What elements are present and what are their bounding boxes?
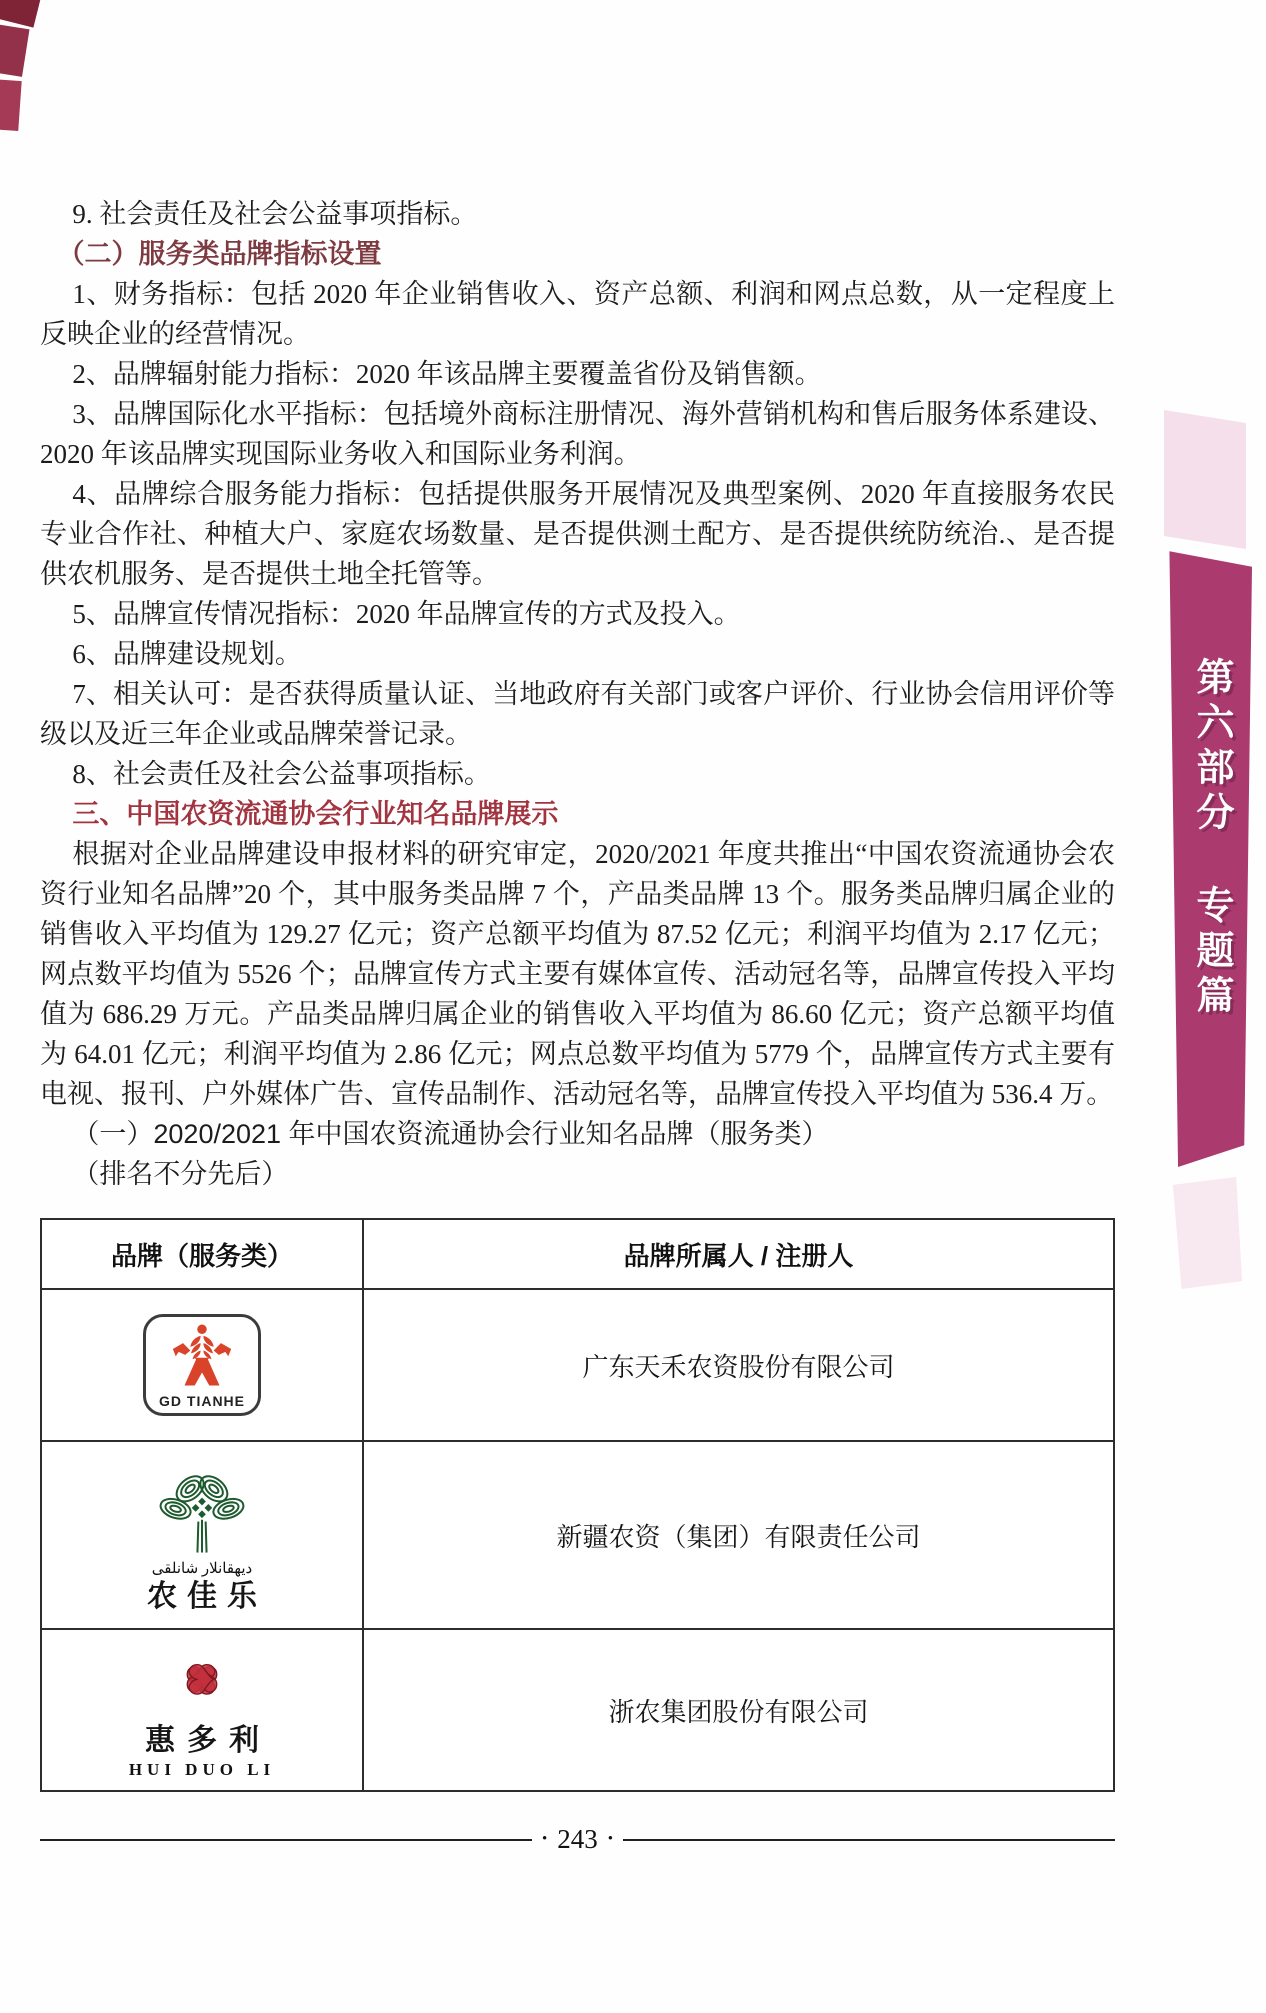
footer-rule-right <box>623 1839 1115 1841</box>
nongjiale-wordmark: 农佳乐 <box>147 1580 267 1613</box>
section-heading-2: （二）服务类品牌指标设置 <box>57 239 382 269</box>
page-footer <box>40 1824 1115 1855</box>
indicator-item-3: 3、品牌国际化水平指标：包括境外商标注册情况、海外营销机构和售后服务体系建设、2020 年该品牌实现国际业务收入和国际业务利润。 <box>40 399 1115 469</box>
tianhe-wordmark: GD TIANHE <box>159 1393 245 1409</box>
chapter-part-label: 第六部分 <box>1190 657 1232 837</box>
brand-table <box>40 1218 1115 1792</box>
indicator-item-6: 6、品牌建设规划。 <box>72 639 302 669</box>
subsection-heading-1: （一）2020/2021 年中国农资流通协会行业知名品牌（服务类） <box>72 1119 829 1149</box>
gd-tianhe-logo-icon <box>143 1314 261 1416</box>
indicator-item-8: 8、社会责任及社会公益事项指标。 <box>72 759 491 789</box>
footer-rule-left <box>40 1839 532 1841</box>
huiduoli-wordmark: 惠多利 <box>145 1724 271 1757</box>
footer-bullet-left: • <box>541 1831 548 1847</box>
section-heading-3: 三、中国农资流通协会行业知名品牌展示 <box>72 799 559 829</box>
owner-name: 新疆农资（集团）有限责任公司 <box>363 1441 1114 1629</box>
indicator-item-1: 1、财务指标：包括 2020 年企业销售收入、资产总额、利润和网点总数，从一定程度上反映企业的经营情况。 <box>40 279 1115 349</box>
list-item-9: 9. 社会责任及社会公益事项指标。 <box>72 199 478 229</box>
ranking-note: （排名不分先后） <box>72 1159 289 1189</box>
huiduoli-latin-wordmark: HUI DUO LI <box>128 1760 276 1779</box>
page-number: 243 <box>557 1824 598 1854</box>
summary-paragraph: 根据对企业品牌建设申报材料的研究审定，2020/2021 年度共推出“中国农资流通协会农资行业知名品牌”20 个，其中服务类品牌 7 个，产品类品牌 13 个。服务类品牌归属企业的销售收入平均值为 129.27 亿元；资产总额平均值为 87.52 亿元；利润平均值为 2.17 亿元；网点数平均值为 5526 个；品牌宣传方式主要有媒体宣传、活动冠名等，品牌宣传投入平均值为 686.29 万元。产品类品牌归属企业的销售收入平均值为 86.60 亿元；资产总额平均值为 64.01 亿元；利润平均值为 2.86 亿元；网点总数平均值为 5779 个，品牌宣传方式主要有电视、报刊、户外媒体广告、宣传品制作、活动冠名等，品牌宣传投入平均值为 536.4 万。 <box>40 839 1115 1109</box>
chapter-side-tab <box>1158 405 1262 1305</box>
tab-decor-bottom <box>1170 1177 1242 1289</box>
owner-name: 广东天禾农资股份有限公司 <box>363 1289 1114 1441</box>
chapter-section-label: 专题篇 <box>1190 884 1232 1020</box>
table-row <box>41 1289 1114 1441</box>
indicator-item-7: 7、相关认可：是否获得质量认证、当地政府有关部门或客户评价、行业协会信用评价等级以及近三年企业或品牌荣誉记录。 <box>40 679 1115 749</box>
indicator-item-2: 2、品牌辐射能力指标：2020 年该品牌主要覆盖省份及销售额。 <box>72 359 822 389</box>
nongjiale-tree-icon <box>142 1456 262 1558</box>
indicator-item-5: 5、品牌宣传情况指标：2020 年品牌宣传的方式及投入。 <box>72 599 741 629</box>
owner-name: 浙农集团股份有限公司 <box>363 1629 1114 1791</box>
brand-cell-nongjiale <box>41 1441 363 1629</box>
header-owner: 品牌所属人 / 注册人 <box>363 1219 1114 1289</box>
indicator-item-4: 4、品牌综合服务能力指标：包括提供服务开展情况及典型案例、2020 年直接服务农民专业合作社、种植大户、家庭农场数量、是否提供测土配方、是否提供统防统治.、是否提供农机服务、是否提供土地全托管等。 <box>40 479 1115 589</box>
footer-bullet-right: • <box>607 1831 614 1847</box>
header-brand: 品牌（服务类） <box>41 1219 363 1289</box>
chapter-tab-label <box>1184 657 1239 1117</box>
tianhe-star-wheat-icon <box>165 1322 239 1392</box>
tab-decor-top <box>1164 410 1246 549</box>
table-row <box>41 1441 1114 1629</box>
table-header-row <box>41 1219 1114 1289</box>
table-row <box>41 1629 1114 1791</box>
brand-cell-huiduoli <box>41 1629 363 1791</box>
huiduoli-flower-icon <box>157 1640 247 1722</box>
nongjiale-uyghur-text: ديهقانلار شانلقى <box>151 1561 253 1577</box>
brand-cell-tianhe <box>41 1289 363 1441</box>
